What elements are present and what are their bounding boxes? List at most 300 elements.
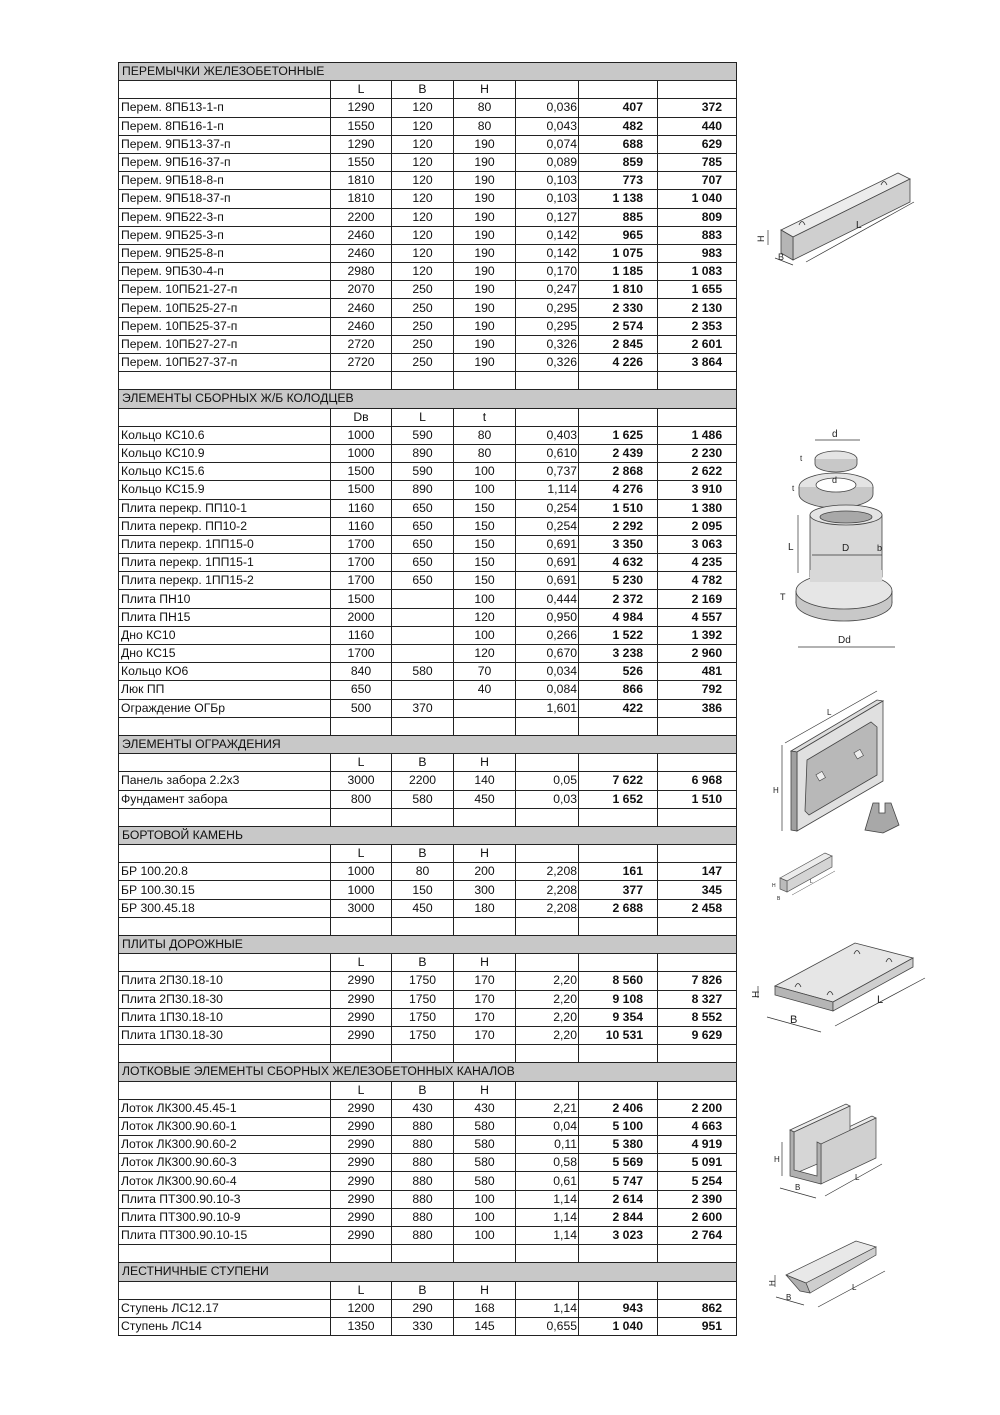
lintel-h-label: H xyxy=(756,235,766,242)
dim-2: 290 xyxy=(392,1299,454,1317)
stair-step-drawing xyxy=(770,1235,900,1315)
price-1: 526 xyxy=(579,663,658,681)
blank-cell xyxy=(658,917,737,935)
dim-3: 190 xyxy=(454,263,516,281)
dim-2: 250 xyxy=(392,281,454,299)
price-1: 5 380 xyxy=(579,1136,658,1154)
price-1: 2 844 xyxy=(579,1208,658,1226)
price-1: 2 292 xyxy=(579,517,658,535)
table-row xyxy=(119,263,737,281)
column-header xyxy=(516,1281,579,1299)
dim-3: 190 xyxy=(454,172,516,190)
blank-cell xyxy=(392,717,454,735)
price-1: 422 xyxy=(579,699,658,717)
blank-cell xyxy=(119,1045,331,1063)
dim-3: 140 xyxy=(454,772,516,790)
column-header xyxy=(516,754,579,772)
price-2: 1 510 xyxy=(658,790,737,808)
price-2: 2 095 xyxy=(658,517,737,535)
table-row xyxy=(119,1026,737,1044)
dim-2: 120 xyxy=(392,190,454,208)
price-1: 10 531 xyxy=(579,1026,658,1044)
volume: 1,14 xyxy=(516,1208,579,1226)
blank-cell xyxy=(331,717,392,735)
price-1: 2 406 xyxy=(579,1099,658,1117)
blank-cell xyxy=(579,1245,658,1263)
volume: 2,208 xyxy=(516,899,579,917)
dim-3: 170 xyxy=(454,1026,516,1044)
volume: 0,403 xyxy=(516,426,579,444)
table-row xyxy=(119,626,737,644)
price-1: 1 185 xyxy=(579,263,658,281)
table-row xyxy=(119,572,737,590)
dim-3: 430 xyxy=(454,1099,516,1117)
dim-3: 150 xyxy=(454,572,516,590)
table-row xyxy=(119,499,737,517)
column-header xyxy=(579,1281,658,1299)
table-row xyxy=(119,153,737,171)
price-1: 2 372 xyxy=(579,590,658,608)
blank-cell xyxy=(579,1045,658,1063)
item-name: Лоток ЛК300.90.60-3 xyxy=(119,1154,331,1172)
dim-3: 580 xyxy=(454,1154,516,1172)
blank-cell xyxy=(331,372,392,390)
item-name: Плита ПТ300.90.10-9 xyxy=(119,1208,331,1226)
column-header: L xyxy=(331,81,392,99)
dim-1: 2990 xyxy=(331,1136,392,1154)
price-2: 1 040 xyxy=(658,190,737,208)
item-name: Панель забора 2.2х3 xyxy=(119,772,331,790)
blank-cell xyxy=(454,808,516,826)
dim-2: 590 xyxy=(392,426,454,444)
price-2: 1 392 xyxy=(658,626,737,644)
dim-1: 3000 xyxy=(331,899,392,917)
dim-2: 1750 xyxy=(392,1026,454,1044)
road-slab-b-label: B xyxy=(790,1014,798,1026)
dim-3: 180 xyxy=(454,899,516,917)
blank-cell xyxy=(579,717,658,735)
well-t-lid-label: t xyxy=(800,454,803,463)
item-name: Плита 1П30.18-30 xyxy=(119,1026,331,1044)
dim-3: 100 xyxy=(454,1208,516,1226)
dim-3: 190 xyxy=(454,354,516,372)
road-slab-l-label: L xyxy=(877,994,884,1006)
dim-3: 80 xyxy=(454,99,516,117)
item-name: Плита перекр. ПП10-2 xyxy=(119,517,331,535)
volume: 2,208 xyxy=(516,881,579,899)
price-1: 2 688 xyxy=(579,899,658,917)
price-2: 5 091 xyxy=(658,1154,737,1172)
dim-3: 190 xyxy=(454,135,516,153)
price-2: 1 486 xyxy=(658,426,737,444)
fence-panel-drawing xyxy=(765,685,900,835)
dim-2: 650 xyxy=(392,499,454,517)
dim-1: 2460 xyxy=(331,226,392,244)
column-header: B xyxy=(392,845,454,863)
column-header-row xyxy=(119,754,737,772)
price-2: 2 390 xyxy=(658,1190,737,1208)
price-1: 482 xyxy=(579,117,658,135)
price-1: 7 622 xyxy=(579,772,658,790)
volume: 0,04 xyxy=(516,1117,579,1135)
section-title: ПЛИТЫ ДОРОЖНЫЕ xyxy=(119,936,737,954)
price-1: 943 xyxy=(579,1299,658,1317)
dim-1: 1550 xyxy=(331,117,392,135)
item-name: Плита 2П30.18-10 xyxy=(119,972,331,990)
blank-cell xyxy=(516,1045,579,1063)
column-header: H xyxy=(454,845,516,863)
dim-1: 2990 xyxy=(331,1227,392,1245)
section-title: ЛОТКОВЫЕ ЭЛЕМЕНТЫ СБОРНЫХ ЖЕЛЕЗОБЕТОННЫХ КАНАЛОВ xyxy=(119,1063,737,1081)
price-1: 3 023 xyxy=(579,1227,658,1245)
volume: 0,127 xyxy=(516,208,579,226)
item-name: Люк ПП xyxy=(119,681,331,699)
price-1: 2 439 xyxy=(579,444,658,462)
column-header: B xyxy=(392,1081,454,1099)
column-header xyxy=(119,845,331,863)
blank-cell xyxy=(454,717,516,735)
blank-cell xyxy=(658,808,737,826)
item-name: Перем. 9ПБ25-8-п xyxy=(119,244,331,262)
item-name: Перем. 10ПБ27-27-п xyxy=(119,335,331,353)
blank-cell xyxy=(331,808,392,826)
price-1: 1 625 xyxy=(579,426,658,444)
well-t-slab-label: t xyxy=(792,484,795,493)
column-header xyxy=(658,81,737,99)
column-header-row xyxy=(119,1081,737,1099)
price-1: 1 510 xyxy=(579,499,658,517)
table-row xyxy=(119,172,737,190)
item-name: Лоток ЛК300.45.45-1 xyxy=(119,1099,331,1117)
dim-2: 250 xyxy=(392,354,454,372)
blank-cell xyxy=(516,372,579,390)
dim-1: 1200 xyxy=(331,1299,392,1317)
price-1: 5 747 xyxy=(579,1172,658,1190)
volume: 0,103 xyxy=(516,172,579,190)
price-1: 859 xyxy=(579,153,658,171)
dim-3: 190 xyxy=(454,335,516,353)
item-name: Плита перекр. 1ПП15-0 xyxy=(119,535,331,553)
column-header xyxy=(658,1081,737,1099)
column-header: L xyxy=(331,845,392,863)
dim-3: 80 xyxy=(454,117,516,135)
dim-2: 120 xyxy=(392,135,454,153)
well-b-label: b xyxy=(877,543,883,553)
table-row xyxy=(119,1299,737,1317)
item-name: Перем. 8ПБ13-1-п xyxy=(119,99,331,117)
dim-3: 190 xyxy=(454,299,516,317)
price-1: 4 984 xyxy=(579,608,658,626)
blank-cell xyxy=(579,917,658,935)
table-row xyxy=(119,335,737,353)
price-1: 773 xyxy=(579,172,658,190)
column-header xyxy=(579,754,658,772)
volume: 0,11 xyxy=(516,1136,579,1154)
dim-1: 1700 xyxy=(331,645,392,663)
table-row xyxy=(119,244,737,262)
price-2: 8 327 xyxy=(658,990,737,1008)
table-row xyxy=(119,281,737,299)
well-l-label: L xyxy=(788,542,794,553)
price-1: 885 xyxy=(579,208,658,226)
price-2: 4 782 xyxy=(658,572,737,590)
item-name: Лоток ЛК300.90.60-1 xyxy=(119,1117,331,1135)
section-title: БОРТОВОЙ КАМЕНЬ xyxy=(119,826,737,844)
dim-1: 2990 xyxy=(331,1208,392,1226)
fence-h-label: H xyxy=(773,786,779,795)
dim-1: 1000 xyxy=(331,444,392,462)
stair-b-label: B xyxy=(786,1293,792,1302)
dim-1: 2720 xyxy=(331,335,392,353)
dim-2: 890 xyxy=(392,444,454,462)
volume: 0,266 xyxy=(516,626,579,644)
volume: 1,14 xyxy=(516,1190,579,1208)
price-2: 792 xyxy=(658,681,737,699)
item-name: Плита ПТ300.90.10-15 xyxy=(119,1227,331,1245)
price-2: 1 380 xyxy=(658,499,737,517)
item-name: Плита перекр. 1ПП15-2 xyxy=(119,572,331,590)
item-name: Кольцо КС15.9 xyxy=(119,481,331,499)
price-2: 809 xyxy=(658,208,737,226)
dim-3: 170 xyxy=(454,972,516,990)
section-title: ПЕРЕМЫЧКИ ЖЕЛЕЗОБЕТОННЫЕ xyxy=(119,63,737,81)
price-2: 386 xyxy=(658,699,737,717)
road-slab-drawing xyxy=(751,940,935,1035)
item-name: Плита 2П30.18-30 xyxy=(119,990,331,1008)
price-2: 1 655 xyxy=(658,281,737,299)
table-row xyxy=(119,881,737,899)
volume: 0,247 xyxy=(516,281,579,299)
blank-cell xyxy=(392,1245,454,1263)
dim-1: 2980 xyxy=(331,263,392,281)
column-header: H xyxy=(454,81,516,99)
table-row xyxy=(119,535,737,553)
column-header xyxy=(658,754,737,772)
column-header xyxy=(119,81,331,99)
table-row xyxy=(119,663,737,681)
dim-1: 1290 xyxy=(331,135,392,153)
price-2: 785 xyxy=(658,153,737,171)
price-2: 4 663 xyxy=(658,1117,737,1135)
dim-2: 650 xyxy=(392,535,454,553)
blank-cell xyxy=(119,372,331,390)
price-2: 2 200 xyxy=(658,1099,737,1117)
dim-1: 2990 xyxy=(331,1117,392,1135)
dim-1: 1500 xyxy=(331,481,392,499)
column-header xyxy=(516,81,579,99)
column-header xyxy=(579,954,658,972)
table-row xyxy=(119,135,737,153)
item-name: Кольцо КС10.9 xyxy=(119,444,331,462)
volume: 0,61 xyxy=(516,1172,579,1190)
column-header xyxy=(516,954,579,972)
item-name: Ступень ЛС12.17 xyxy=(119,1299,331,1317)
dim-1: 2070 xyxy=(331,281,392,299)
volume: 0,295 xyxy=(516,317,579,335)
volume: 0,142 xyxy=(516,244,579,262)
blank-cell xyxy=(454,1045,516,1063)
dim-2: 120 xyxy=(392,117,454,135)
price-2: 862 xyxy=(658,1299,737,1317)
table-row xyxy=(119,608,737,626)
stair-l-label: L xyxy=(852,1283,857,1292)
dim-1: 2990 xyxy=(331,1026,392,1044)
blank-row xyxy=(119,1045,737,1063)
channel-h-label: H xyxy=(774,1155,780,1164)
dim-1: 2990 xyxy=(331,1008,392,1026)
table-row xyxy=(119,1099,737,1117)
blank-row xyxy=(119,372,737,390)
column-header-row xyxy=(119,845,737,863)
table-row xyxy=(119,790,737,808)
dim-2: 880 xyxy=(392,1208,454,1226)
table-row xyxy=(119,190,737,208)
item-name: Перем. 9ПБ18-8-п xyxy=(119,172,331,190)
dim-2: 120 xyxy=(392,244,454,262)
table-row xyxy=(119,990,737,1008)
blank-row xyxy=(119,717,737,735)
table-row xyxy=(119,590,737,608)
volume: 0,254 xyxy=(516,499,579,517)
column-header: B xyxy=(392,954,454,972)
blank-cell xyxy=(579,808,658,826)
table-row xyxy=(119,1190,737,1208)
blank-cell xyxy=(331,1245,392,1263)
column-header: L xyxy=(331,754,392,772)
volume: 0,05 xyxy=(516,772,579,790)
item-name: Перем. 10ПБ25-37-п xyxy=(119,317,331,335)
price-2: 481 xyxy=(658,663,737,681)
dim-1: 2990 xyxy=(331,1154,392,1172)
section-title: ЭЛЕМЕНТЫ ОГРАЖДЕНИЯ xyxy=(119,735,737,753)
table-row xyxy=(119,117,737,135)
item-name: БР 100.20.8 xyxy=(119,863,331,881)
item-name: Кольцо КО6 xyxy=(119,663,331,681)
blank-cell xyxy=(658,1045,737,1063)
blank-cell xyxy=(579,372,658,390)
blank-cell xyxy=(392,1045,454,1063)
column-header: H xyxy=(454,954,516,972)
column-header: t xyxy=(454,408,516,426)
volume: 0,142 xyxy=(516,226,579,244)
price-1: 1 138 xyxy=(579,190,658,208)
price-2: 3 910 xyxy=(658,481,737,499)
table-row xyxy=(119,1172,737,1190)
price-1: 8 560 xyxy=(579,972,658,990)
price-2: 345 xyxy=(658,881,737,899)
price-1: 1 075 xyxy=(579,244,658,262)
price-1: 5 230 xyxy=(579,572,658,590)
price-1: 1 522 xyxy=(579,626,658,644)
dim-2: 880 xyxy=(392,1227,454,1245)
item-name: Плита перекр. 1ПП15-1 xyxy=(119,554,331,572)
price-1: 965 xyxy=(579,226,658,244)
blank-cell xyxy=(392,372,454,390)
volume: 0,670 xyxy=(516,645,579,663)
column-header xyxy=(658,1281,737,1299)
section-header xyxy=(119,826,737,844)
dim-3: 40 xyxy=(454,681,516,699)
lintel-b-label: B xyxy=(778,252,785,262)
dim-2 xyxy=(392,681,454,699)
blank-cell xyxy=(119,808,331,826)
column-header-row xyxy=(119,1281,737,1299)
item-name: Перем. 9ПБ18-37-п xyxy=(119,190,331,208)
volume: 0,326 xyxy=(516,335,579,353)
dim-1: 1550 xyxy=(331,153,392,171)
price-2: 8 552 xyxy=(658,1008,737,1026)
dim-2 xyxy=(392,590,454,608)
column-header xyxy=(658,845,737,863)
volume: 0,043 xyxy=(516,117,579,135)
price-1: 2 574 xyxy=(579,317,658,335)
column-header: L xyxy=(392,408,454,426)
table-row xyxy=(119,863,737,881)
price-2: 707 xyxy=(658,172,737,190)
price-1: 3 238 xyxy=(579,645,658,663)
price-1: 5 100 xyxy=(579,1117,658,1135)
dim-2: 250 xyxy=(392,317,454,335)
dim-2: 650 xyxy=(392,572,454,590)
dim-3: 170 xyxy=(454,1008,516,1026)
item-name: Плита ПН15 xyxy=(119,608,331,626)
dim-1: 500 xyxy=(331,699,392,717)
well-d-hole-label: d xyxy=(832,475,838,485)
dim-3: 190 xyxy=(454,281,516,299)
dim-3: 100 xyxy=(454,463,516,481)
blank-cell xyxy=(516,808,579,826)
price-1: 3 350 xyxy=(579,535,658,553)
item-name: Перем. 9ПБ16-37-п xyxy=(119,153,331,171)
column-header xyxy=(119,754,331,772)
dim-2: 120 xyxy=(392,226,454,244)
dim-1: 2200 xyxy=(331,208,392,226)
volume: 2,208 xyxy=(516,863,579,881)
dim-2: 650 xyxy=(392,554,454,572)
dim-3: 190 xyxy=(454,208,516,226)
blank-cell xyxy=(658,1245,737,1263)
well-d-label: D xyxy=(842,543,850,554)
blank-cell xyxy=(658,372,737,390)
volume: 2,21 xyxy=(516,1099,579,1117)
table-row xyxy=(119,772,737,790)
price-2: 9 629 xyxy=(658,1026,737,1044)
dim-1: 1160 xyxy=(331,626,392,644)
dim-1: 2460 xyxy=(331,244,392,262)
volume: 0,655 xyxy=(516,1317,579,1335)
dim-3: 170 xyxy=(454,990,516,1008)
dim-2: 2200 xyxy=(392,772,454,790)
price-1: 2 614 xyxy=(579,1190,658,1208)
table-row xyxy=(119,1154,737,1172)
price-1: 9 108 xyxy=(579,990,658,1008)
dim-2: 430 xyxy=(392,1099,454,1117)
dim-2: 370 xyxy=(392,699,454,717)
dim-2: 150 xyxy=(392,881,454,899)
column-header: H xyxy=(454,1081,516,1099)
column-header: L xyxy=(331,1281,392,1299)
price-2: 2 960 xyxy=(658,645,737,663)
price-table xyxy=(118,62,737,1336)
item-name: Ограждение ОГБр xyxy=(119,699,331,717)
dim-3: 190 xyxy=(454,190,516,208)
dim-1: 1290 xyxy=(331,99,392,117)
item-name: БР 100.30.15 xyxy=(119,881,331,899)
dim-3: 300 xyxy=(454,881,516,899)
section-title: ЛЕСТНИЧНЫЕ СТУПЕНИ xyxy=(119,1263,737,1281)
column-header xyxy=(579,1081,658,1099)
item-name: Перем. 8ПБ16-1-п xyxy=(119,117,331,135)
